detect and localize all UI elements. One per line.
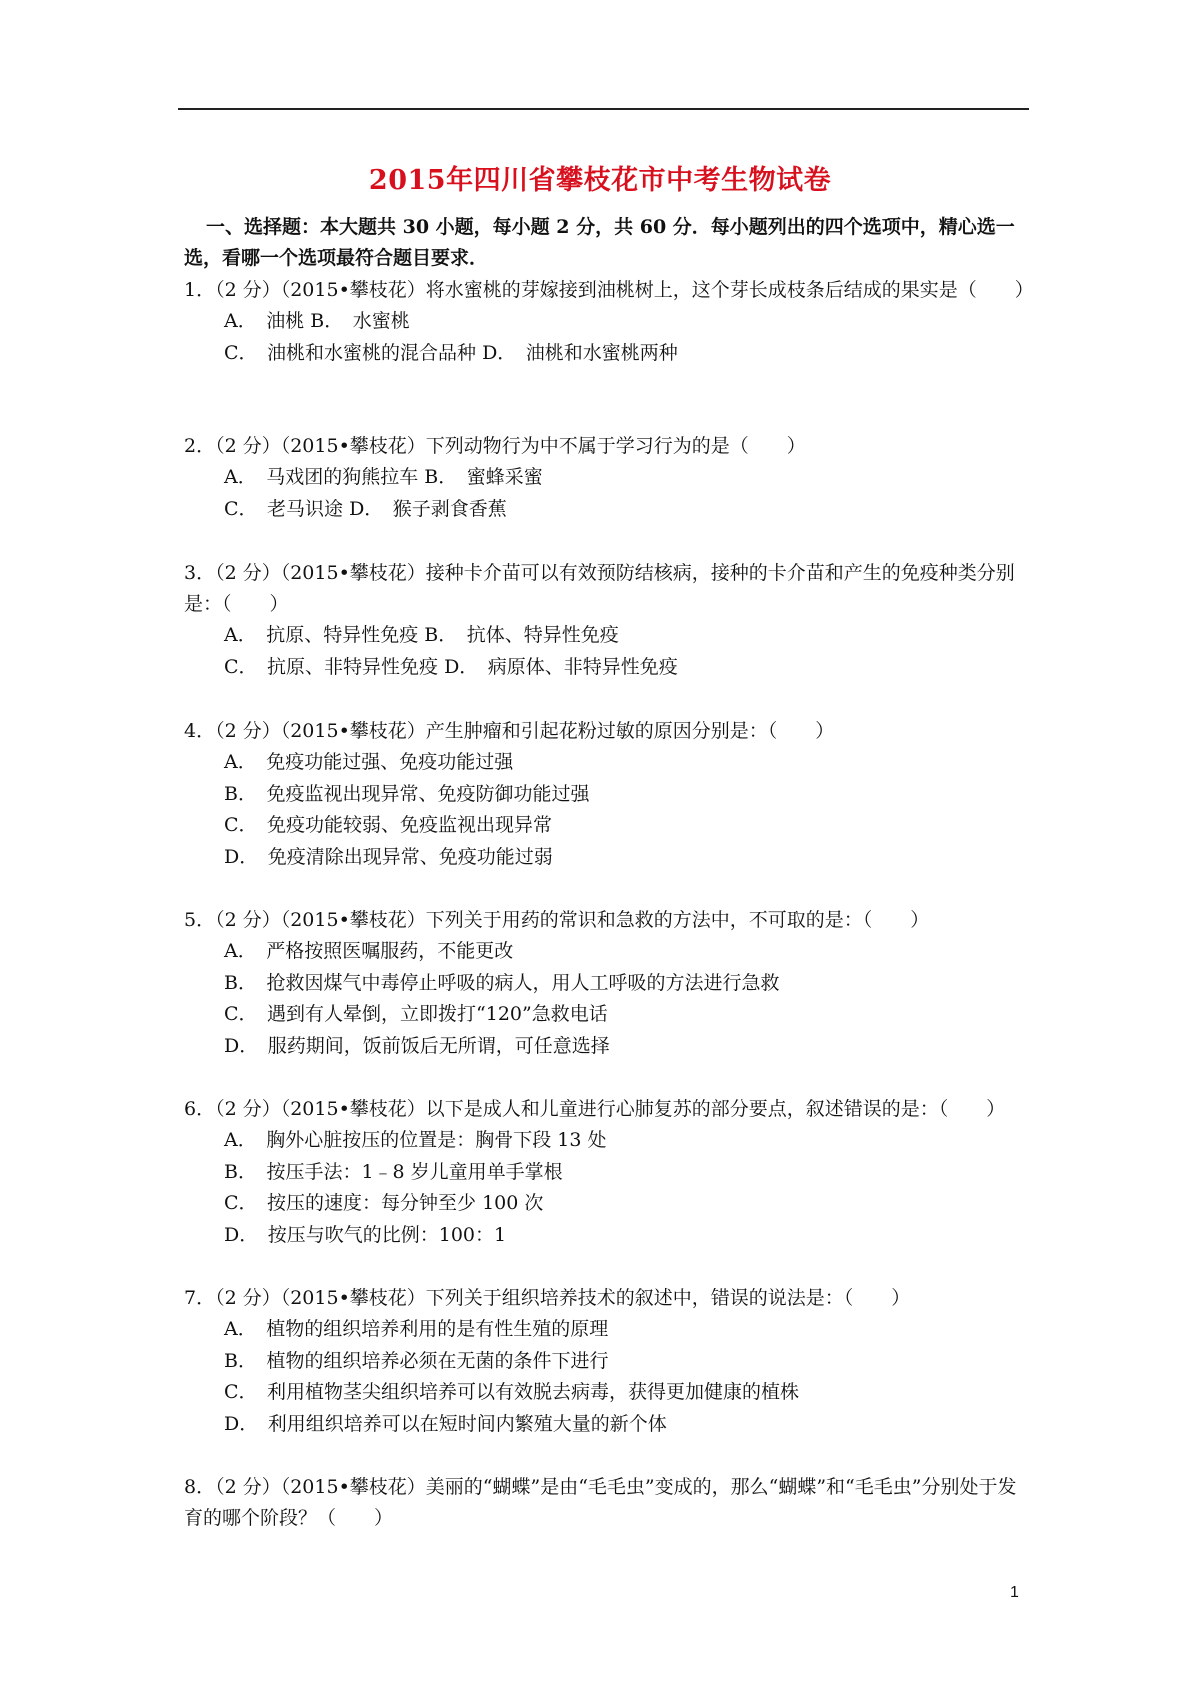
question-4 (184, 716, 1029, 873)
question-stem: 3．（2 分）（2015•攀枝花）接种卡介苗可以有效预防结核病，接种的卡介苗和产生的免疫种类分别是：（ ） (184, 562, 1015, 615)
question-options: C． 利用植物茎尖组织培养可以有效脱去病毒，获得更加健康的植株 (224, 1381, 800, 1403)
question-stem: 2．（2 分）（2015•攀枝花）下列动物行为中不属于学习行为的是（ ） (184, 435, 806, 457)
question-3 (184, 558, 1029, 683)
question-options: C． 油桃和水蜜桃的混合品种 D． 油桃和水蜜桃两种 (224, 341, 678, 364)
question-options: B． 按压手法：1﹣8 岁儿童用单手掌根 (224, 1160, 563, 1183)
page-number: 1 (1010, 1584, 1019, 1601)
question-options: B． 植物的组织培养必须在无菌的条件下进行 (224, 1349, 609, 1372)
section-heading: 一、选择题：本大题共 30 小题，每小题 2 分，共 60 分．每小题列出的四个选项中，精心选一选，看哪一个选项最符合题目要求． (184, 216, 1015, 269)
question-options: C． 按压的速度：每分钟至少 100 次 (224, 1192, 544, 1214)
question-1 (184, 275, 1034, 369)
question-options: C． 抗原、非特异性免疫 D． 病原体、非特异性免疫 (224, 655, 678, 678)
question-options: B． 抢救因煤气中毒停止呼吸的病人，用人工呼吸的方法进行急救 (224, 971, 780, 994)
question-5 (184, 905, 1029, 1062)
question-options: A． 免疫功能过强、免疫功能过强 (224, 751, 514, 773)
question-options: A． 植物的组织培养利用的是有性生殖的原理 (224, 1318, 609, 1340)
question-stem: 1．（2 分）（2015•攀枝花）将水蜜桃的芽嫁接到油桃树上，这个芽长成枝条后结成的果实是（ ） (184, 279, 1034, 301)
question-stem: 6．（2 分）（2015•攀枝花）以下是成人和儿童进行心肺复苏的部分要点，叙述错误的是：（ ） (184, 1098, 1006, 1120)
question-options: A． 油桃 B． 水蜜桃 (224, 310, 410, 332)
question-options: A． 胸外心脏按压的位置是：胸骨下段 13 处 (224, 1129, 607, 1151)
question-6 (184, 1094, 1029, 1251)
question-options: A． 马戏团的狗熊拉车 B． 蜜蜂采蜜 (224, 466, 543, 488)
question-8 (184, 1472, 1029, 1534)
question-options: C． 免疫功能较弱、免疫监视出现异常 (224, 814, 553, 836)
question-7 (184, 1283, 1029, 1440)
question-stem: 8．（2 分）（2015•攀枝花）美丽的“蝴蝶”是由“毛毛虫”变成的，那么“蝴蝶”和“毛毛虫”分别处于发育的哪个阶段？（ ） (184, 1476, 1017, 1529)
question-stem: 4．（2 分）（2015•攀枝花）产生肿瘤和引起花粉过敏的原因分别是：（ ） (184, 720, 835, 742)
question-options: C． 遇到有人晕倒，立即拨打“120”急救电话 (224, 1003, 608, 1025)
question-options: B． 免疫监视出现异常、免疫防御功能过强 (224, 782, 590, 805)
page-title: 2015年四川省攀枝花市中考生物试卷 (368, 165, 832, 196)
question-options: C． 老马识途 D． 猴子剥食香蕉 (224, 497, 507, 520)
question-2 (184, 431, 1029, 525)
header-rule (178, 108, 1029, 110)
question-options: D． 服药期间，饭前饭后无所谓，可任意选择 (224, 1034, 610, 1057)
question-options: A． 严格按照医嘱服药，不能更改 (224, 940, 514, 962)
question-stem: 7．（2 分）（2015•攀枝花）下列关于组织培养技术的叙述中，错误的说法是：（ ） (184, 1287, 911, 1309)
question-options: D． 利用组织培养可以在短时间内繁殖大量的新个体 (224, 1412, 667, 1435)
question-options: D． 免疫清除出现异常、免疫功能过弱 (224, 845, 553, 868)
question-stem: 5．（2 分）（2015•攀枝花）下列关于用药的常识和急救的方法中，不可取的是：（ ） (184, 909, 930, 931)
question-options: D． 按压与吹气的比例：100：1 (224, 1223, 507, 1246)
question-options: A． 抗原、特异性免疫 B． 抗体、特异性免疫 (224, 624, 619, 646)
